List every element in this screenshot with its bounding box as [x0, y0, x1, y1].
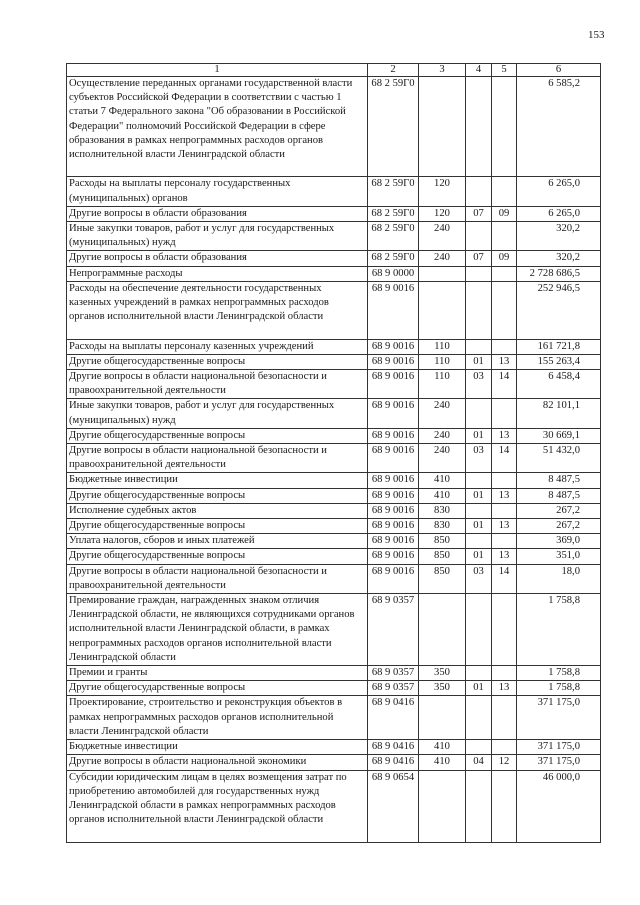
expense-type-code: 410: [419, 488, 466, 503]
expense-type-code: 350: [419, 666, 466, 681]
amount: 320,2: [517, 222, 601, 251]
row-name: Субсидии юридическим лицам в целях возмещения затрат по приобретению автомобилей для государственных нужд Ленинградской области в рамках непрограммных расходов органов исполнительной власти Ленинградской области: [67, 770, 368, 842]
table-row: [67, 770, 601, 842]
target-article-code: 68 9 0357: [368, 594, 419, 666]
subsection-code: 14: [492, 564, 517, 593]
subsection-code: [492, 503, 517, 518]
target-article-code: 68 9 0016: [368, 370, 419, 399]
row-name: Расходы на обеспечение деятельности государственных казенных учреждений в рамках непрограммных расходов органов исполнительной власти Ленинградской области: [67, 281, 368, 339]
row-name: Премирование граждан, награжденных знаком отличия Ленинградской области, не являющихся сотрудниками органов исполнительной власти Ленинградской области, в рамках непрограммных расходов органов исполнительной власти Ленинградской области: [67, 594, 368, 666]
section-code: [466, 594, 492, 666]
expense-type-code: 240: [419, 399, 466, 428]
column-header: 6: [517, 64, 601, 77]
subsection-code: 09: [492, 251, 517, 266]
budget-table: [66, 63, 601, 843]
expense-type-code: 410: [419, 740, 466, 755]
table-row: [67, 399, 601, 428]
table-row: [67, 370, 601, 399]
row-name: Бюджетные инвестиции: [67, 740, 368, 755]
row-name: Осуществление переданных органами государственной власти субъектов Российской Федерации в соответствии с частью 1 статьи 7 Федерального закона "Об образовании в Российской Федерации" полномочий Российской Федерации в сфере образования в рамках непрограммных расходов органов исполнительной власти Ленинградской области: [67, 77, 368, 177]
target-article-code: 68 2 59Г0: [368, 251, 419, 266]
expense-type-code: 120: [419, 177, 466, 206]
table-header-row: [67, 64, 601, 77]
amount: 6 458,4: [517, 370, 601, 399]
table-row: [67, 534, 601, 549]
amount: 1 758,8: [517, 594, 601, 666]
subsection-code: [492, 177, 517, 206]
expense-type-code: 120: [419, 206, 466, 221]
table-row: [67, 519, 601, 534]
section-code: [466, 399, 492, 428]
section-code: [466, 740, 492, 755]
target-article-code: 68 9 0357: [368, 666, 419, 681]
row-name: Исполнение судебных актов: [67, 503, 368, 518]
target-article-code: 68 2 59Г0: [368, 222, 419, 251]
target-article-code: 68 2 59Г0: [368, 206, 419, 221]
subsection-code: [492, 594, 517, 666]
subsection-code: 13: [492, 488, 517, 503]
section-code: [466, 177, 492, 206]
amount: 18,0: [517, 564, 601, 593]
subsection-code: [492, 770, 517, 842]
expense-type-code: 350: [419, 681, 466, 696]
section-code: 07: [466, 206, 492, 221]
amount: 30 669,1: [517, 428, 601, 443]
target-article-code: 68 9 0416: [368, 740, 419, 755]
subsection-code: [492, 473, 517, 488]
subsection-code: 13: [492, 519, 517, 534]
amount: 1 758,8: [517, 666, 601, 681]
target-article-code: 68 9 0416: [368, 696, 419, 740]
expense-type-code: 850: [419, 549, 466, 564]
row-name: Другие общегосударственные вопросы: [67, 488, 368, 503]
amount: 371 175,0: [517, 755, 601, 770]
table-row: [67, 206, 601, 221]
row-name: Расходы на выплаты персоналу казенных учреждений: [67, 339, 368, 354]
target-article-code: 68 9 0016: [368, 354, 419, 369]
table-row: [67, 177, 601, 206]
section-code: [466, 339, 492, 354]
expense-type-code: 830: [419, 519, 466, 534]
subsection-code: [492, 339, 517, 354]
expense-type-code: [419, 696, 466, 740]
amount: 252 946,5: [517, 281, 601, 339]
amount: 51 432,0: [517, 444, 601, 473]
amount: 6 265,0: [517, 177, 601, 206]
subsection-code: 14: [492, 370, 517, 399]
expense-type-code: 240: [419, 222, 466, 251]
amount: 2 728 686,5: [517, 266, 601, 281]
section-code: [466, 222, 492, 251]
subsection-code: [492, 740, 517, 755]
expense-type-code: 850: [419, 534, 466, 549]
table-row: [67, 503, 601, 518]
expense-type-code: [419, 77, 466, 177]
target-article-code: 68 9 0016: [368, 549, 419, 564]
subsection-code: 14: [492, 444, 517, 473]
row-name: Иные закупки товаров, работ и услуг для государственных (муниципальных) нужд: [67, 399, 368, 428]
column-header: 1: [67, 64, 368, 77]
section-code: [466, 770, 492, 842]
row-name: Другие общегосударственные вопросы: [67, 549, 368, 564]
table-row: [67, 222, 601, 251]
subsection-code: [492, 266, 517, 281]
table-row: [67, 281, 601, 339]
section-code: 07: [466, 251, 492, 266]
table-row: [67, 488, 601, 503]
amount: 155 263,4: [517, 354, 601, 369]
target-article-code: 68 9 0016: [368, 444, 419, 473]
table-row: [67, 549, 601, 564]
row-name: Другие вопросы в области национальной безопасности и правоохранительной деятельности: [67, 444, 368, 473]
section-code: [466, 77, 492, 177]
table-row: [67, 755, 601, 770]
expense-type-code: 240: [419, 251, 466, 266]
subsection-code: [492, 399, 517, 428]
expense-type-code: [419, 281, 466, 339]
row-name: Другие вопросы в области образования: [67, 206, 368, 221]
table-row: [67, 339, 601, 354]
subsection-code: 09: [492, 206, 517, 221]
section-code: 03: [466, 444, 492, 473]
row-name: Бюджетные инвестиции: [67, 473, 368, 488]
subsection-code: [492, 222, 517, 251]
target-article-code: 68 9 0016: [368, 399, 419, 428]
table-row: [67, 681, 601, 696]
section-code: [466, 503, 492, 518]
table-row: [67, 666, 601, 681]
target-article-code: 68 9 0000: [368, 266, 419, 281]
expense-type-code: 410: [419, 755, 466, 770]
row-name: Другие вопросы в области национальной экономики: [67, 755, 368, 770]
column-header: 5: [492, 64, 517, 77]
section-code: 01: [466, 681, 492, 696]
row-name: Другие общегосударственные вопросы: [67, 681, 368, 696]
target-article-code: 68 2 59Г0: [368, 177, 419, 206]
column-header: 4: [466, 64, 492, 77]
table-row: [67, 428, 601, 443]
table-row: [67, 77, 601, 177]
row-name: Расходы на выплаты персоналу государственных (муниципальных) органов: [67, 177, 368, 206]
target-article-code: 68 2 59Г0: [368, 77, 419, 177]
section-code: [466, 281, 492, 339]
table-row: [67, 740, 601, 755]
row-name: Другие вопросы в области национальной безопасности и правоохранительной деятельности: [67, 564, 368, 593]
section-code: 03: [466, 370, 492, 399]
amount: 6 265,0: [517, 206, 601, 221]
target-article-code: 68 9 0016: [368, 534, 419, 549]
amount: 371 175,0: [517, 740, 601, 755]
section-code: [466, 696, 492, 740]
row-name: Другие общегосударственные вопросы: [67, 519, 368, 534]
amount: 267,2: [517, 519, 601, 534]
table-row: [67, 473, 601, 488]
section-code: 01: [466, 354, 492, 369]
target-article-code: 68 9 0654: [368, 770, 419, 842]
amount: 6 585,2: [517, 77, 601, 177]
section-code: [466, 473, 492, 488]
expense-type-code: [419, 770, 466, 842]
subsection-code: 13: [492, 428, 517, 443]
expense-type-code: 110: [419, 354, 466, 369]
target-article-code: 68 9 0357: [368, 681, 419, 696]
section-code: [466, 266, 492, 281]
amount: 351,0: [517, 549, 601, 564]
amount: 161 721,8: [517, 339, 601, 354]
subsection-code: 13: [492, 354, 517, 369]
row-name: Проектирование, строительство и реконструкция объектов в рамках непрограммных расходов органов исполнительной власти Ленинградской области: [67, 696, 368, 740]
expense-type-code: [419, 266, 466, 281]
expense-type-code: 830: [419, 503, 466, 518]
subsection-code: [492, 666, 517, 681]
row-name: Другие вопросы в области образования: [67, 251, 368, 266]
row-name: Другие вопросы в области национальной безопасности и правоохранительной деятельности: [67, 370, 368, 399]
amount: 1 758,8: [517, 681, 601, 696]
target-article-code: 68 9 0016: [368, 473, 419, 488]
expense-type-code: 110: [419, 370, 466, 399]
row-name: Иные закупки товаров, работ и услуг для государственных (муниципальных) нужд: [67, 222, 368, 251]
row-name: Уплата налогов, сборов и иных платежей: [67, 534, 368, 549]
expense-type-code: [419, 594, 466, 666]
target-article-code: 68 9 0016: [368, 503, 419, 518]
column-header: 2: [368, 64, 419, 77]
amount: 369,0: [517, 534, 601, 549]
section-code: [466, 534, 492, 549]
table-row: [67, 564, 601, 593]
row-name: Премии и гранты: [67, 666, 368, 681]
section-code: 04: [466, 755, 492, 770]
column-header: 3: [419, 64, 466, 77]
subsection-code: [492, 696, 517, 740]
expense-type-code: 240: [419, 444, 466, 473]
target-article-code: 68 9 0016: [368, 564, 419, 593]
amount: 267,2: [517, 503, 601, 518]
page-number: 153: [588, 29, 605, 41]
target-article-code: 68 9 0016: [368, 281, 419, 339]
amount: 371 175,0: [517, 696, 601, 740]
table-body: [67, 77, 601, 843]
table-row: [67, 266, 601, 281]
table-row: [67, 696, 601, 740]
target-article-code: 68 9 0416: [368, 755, 419, 770]
table-row: [67, 354, 601, 369]
subsection-code: 12: [492, 755, 517, 770]
row-name: Другие общегосударственные вопросы: [67, 354, 368, 369]
section-code: 01: [466, 428, 492, 443]
table-row: [67, 251, 601, 266]
amount: 82 101,1: [517, 399, 601, 428]
section-code: 01: [466, 488, 492, 503]
subsection-code: 13: [492, 549, 517, 564]
expense-type-code: 240: [419, 428, 466, 443]
row-name: Другие общегосударственные вопросы: [67, 428, 368, 443]
row-name: Непрограммные расходы: [67, 266, 368, 281]
subsection-code: [492, 77, 517, 177]
target-article-code: 68 9 0016: [368, 428, 419, 443]
section-code: 03: [466, 564, 492, 593]
expense-type-code: 850: [419, 564, 466, 593]
expense-type-code: 110: [419, 339, 466, 354]
subsection-code: [492, 281, 517, 339]
amount: 46 000,0: [517, 770, 601, 842]
target-article-code: 68 9 0016: [368, 488, 419, 503]
table-row: [67, 594, 601, 666]
section-code: [466, 666, 492, 681]
amount: 320,2: [517, 251, 601, 266]
amount: 8 487,5: [517, 473, 601, 488]
table-row: [67, 444, 601, 473]
section-code: 01: [466, 519, 492, 534]
target-article-code: 68 9 0016: [368, 519, 419, 534]
section-code: 01: [466, 549, 492, 564]
subsection-code: 13: [492, 681, 517, 696]
subsection-code: [492, 534, 517, 549]
target-article-code: 68 9 0016: [368, 339, 419, 354]
amount: 8 487,5: [517, 488, 601, 503]
expense-type-code: 410: [419, 473, 466, 488]
